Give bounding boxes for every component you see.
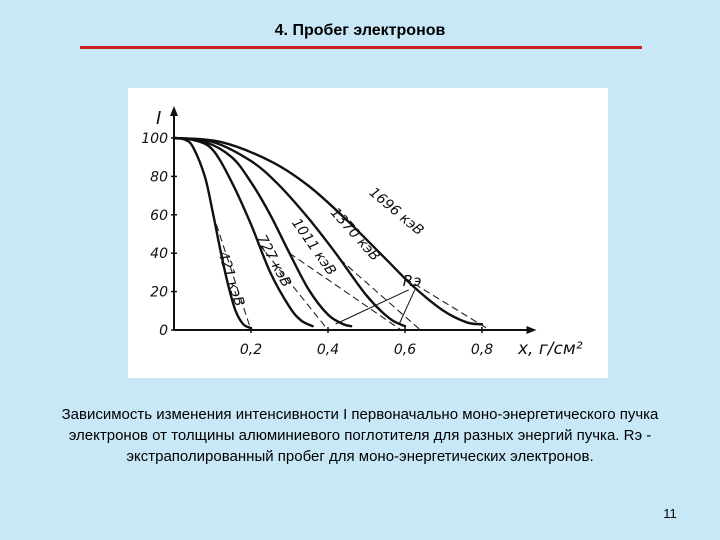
x-axis-label: x, г/см² [518, 339, 583, 359]
series-curve [174, 138, 482, 324]
x-tick-label: 0,6 [393, 342, 417, 358]
range-annotation: Rэ [402, 271, 422, 290]
range-chart [128, 88, 608, 378]
annotations [336, 272, 422, 324]
title-underline [80, 46, 642, 49]
chart-figure [128, 88, 608, 378]
x-tick-label: 0,8 [470, 342, 494, 358]
y-tick-label: 0 [159, 323, 168, 339]
series-curve [174, 138, 405, 326]
slide-title: 4. Пробег электронов [274, 22, 446, 39]
y-tick-label: 80 [150, 169, 168, 186]
x-tick-label: 0,4 [316, 342, 340, 358]
x-axis-arrow [527, 326, 537, 334]
y-tick-label: 40 [150, 246, 168, 263]
series-label: 727 кэВ [253, 232, 295, 290]
series-label: 1370 кэВ [326, 204, 383, 265]
series-label: 421 кэВ [214, 249, 248, 309]
series-label: 1696 кэВ [365, 184, 427, 240]
page-number: 11 [663, 506, 677, 521]
figure-caption: Зависимость изменения интенсивности I первоначально моно-энергетического пучка электронов от толщины алюминиевого поглотителя для разных энергий пучка. Rэ - экстраполированный пробег для моно-энергетических электронов. [61, 406, 659, 465]
y-tick-label: 60 [150, 207, 168, 224]
y-tick-label: 20 [150, 284, 168, 301]
x-tick-label: 0,2 [239, 342, 263, 358]
series-label: 1011 кэВ [288, 215, 340, 279]
y-tick-label: 100 [141, 131, 168, 147]
series-curves [174, 138, 482, 328]
extrapolation-line [340, 259, 421, 330]
y-axis-arrow [170, 106, 178, 116]
y-axis-label: I [156, 108, 162, 129]
series-labels [214, 184, 426, 308]
annotation-pointer [336, 290, 409, 324]
